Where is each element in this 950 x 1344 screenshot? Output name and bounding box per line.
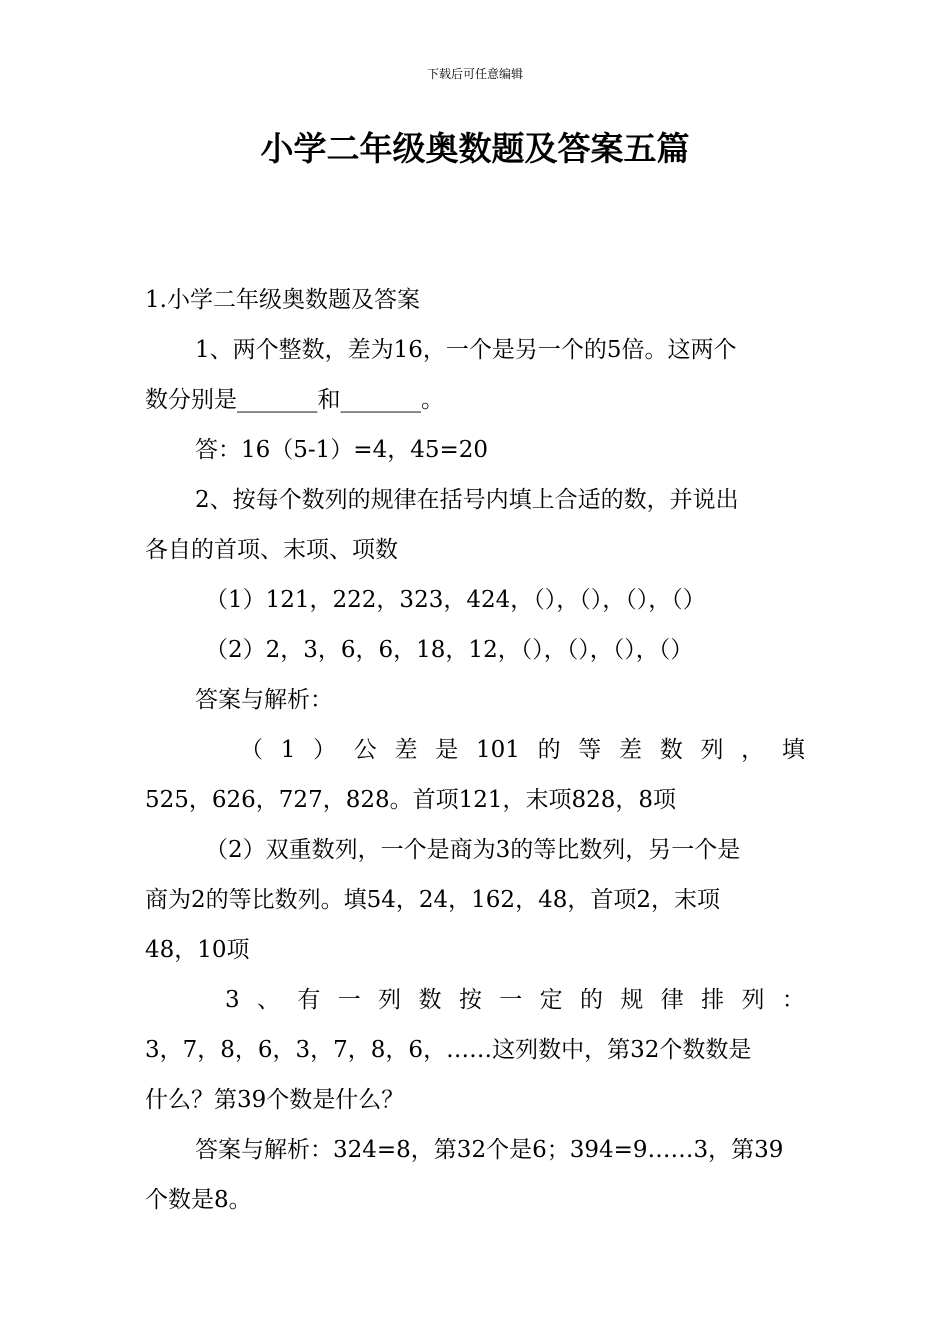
- q3-token: 规: [620, 987, 644, 1013]
- q2-answer-label: 答案与解析：: [195, 687, 333, 713]
- exp1-token: 1: [280, 737, 296, 763]
- q1-line2: 数分别是_______和_______。: [145, 387, 444, 413]
- q3-token: 、: [257, 987, 281, 1013]
- q2-exp2-line2: 商为2的等比数列。填54，24，162，48，首项2，末项: [145, 887, 720, 913]
- exp1-token: 差: [619, 737, 643, 763]
- q1-line1: 1、两个整数，差为16，一个是另一个的5倍。这两个: [195, 337, 737, 363]
- q2-seq2: （2）2，3，6，6，18，12，（），（），（），（）: [205, 637, 694, 663]
- exp1-token: 101: [475, 737, 520, 763]
- q3-line1: [225, 983, 805, 1017]
- q2-exp1-line2: 525，626，727，828。首项121，末项828，8项: [145, 787, 677, 813]
- q3-answer-line2: 个数是8。: [145, 1187, 252, 1213]
- q2-exp1-line1: [240, 733, 805, 767]
- exp1-token: 列: [700, 737, 724, 763]
- q3-token: 定: [539, 987, 563, 1013]
- q3-line3: 什么？第39个数是什么？: [145, 1087, 405, 1113]
- section-heading: 1.小学二年级奥数题及答案: [145, 287, 420, 313]
- q3-token: 3: [225, 987, 240, 1013]
- q3-token: 一: [499, 987, 523, 1013]
- exp1-token: ）: [313, 737, 337, 763]
- q3-token: 有: [297, 987, 321, 1013]
- q2-exp2-line3: 48，10项: [145, 937, 250, 963]
- q3-token: 排: [701, 987, 725, 1013]
- q3-answer-line1: 答案与解析：324=8，第32个是6；394=9……3，第39: [195, 1137, 784, 1163]
- header-note: 下载后可任意编辑: [426, 67, 523, 81]
- page-title: 小学二年级奥数题及答案五篇: [260, 129, 690, 168]
- q3-token: 律: [660, 987, 684, 1013]
- exp1-token: （: [240, 737, 263, 763]
- exp1-token: 是: [435, 737, 459, 763]
- exp1-token: 公: [353, 737, 377, 763]
- q2-line1: 2、按每个数列的规律在括号内填上合适的数，并说出: [195, 487, 739, 513]
- exp1-token: 的: [537, 737, 561, 763]
- q3-token: 的: [580, 987, 604, 1013]
- q2-line2: 各自的首项、末项、项数: [145, 537, 398, 563]
- exp1-token: 数: [659, 737, 683, 763]
- q3-token: 一: [337, 987, 361, 1013]
- exp1-token: 等: [578, 737, 602, 763]
- q3-token: 数: [418, 987, 442, 1013]
- exp1-token: 差: [394, 737, 418, 763]
- q3-token: 列: [378, 987, 402, 1013]
- q2-exp2-line1: （2）双重数列，一个是商为3的等比数列，另一个是: [205, 837, 741, 863]
- exp1-token: ，: [741, 737, 765, 763]
- exp1-token: 填: [781, 737, 805, 763]
- q1-answer: 答：16（5-1）=4，45=20: [195, 437, 489, 463]
- q3-token: 按: [458, 987, 482, 1013]
- q3-token: ：: [781, 987, 805, 1013]
- q2-seq1: （1）121，222，323，424，（），（），（），（）: [205, 587, 706, 613]
- q3-token: 列: [741, 987, 765, 1013]
- q3-line2: 3，7，8，6，3，7，8，6，……这列数中，第32个数数是: [145, 1037, 752, 1063]
